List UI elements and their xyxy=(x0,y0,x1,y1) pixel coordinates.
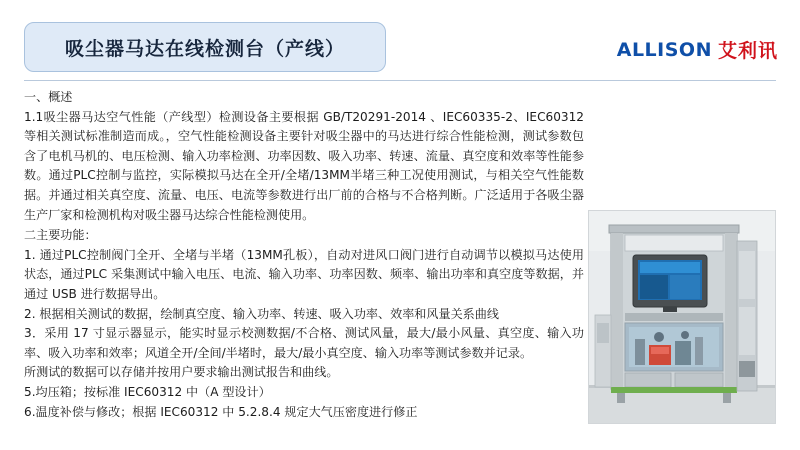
paragraph-5: 所测试的数据可以存储并按用户要求输出测试报告和曲线。 xyxy=(24,365,339,380)
logo-chinese-text: 艾利讯 xyxy=(717,40,778,62)
machine-photo xyxy=(588,210,776,424)
logo-latin-text: ALLISON xyxy=(616,38,712,61)
paragraph-6: 5.均压箱；按标准 IEC60312 中（A 型设计） xyxy=(24,384,271,399)
title-banner xyxy=(24,22,386,72)
machine-illustration xyxy=(589,211,775,423)
paragraph-1: 1.1吸尘器马达空气性能（产线型）检测设备主要根据 GB/T20291-2014 、IEC60335-2、IEC60312 等相关测试标准制造而成。，空气性能检测设备主要针对吸尘器中的马达进行综合性能检测，测试参数包含了电机马机的、电压检测、输入功率检测、功率因数、吸入功率、转速、流量、真空度和效率等性能参数。通过PLC控制与监控，实际模拟马达在全开/全堵/13MM半堵三种工况使用测试，与相关空气性能数据。并通过相关真空度、流量、电压、电流等参数进行出厂前的合格与不合格判断。广泛适用于各吸尘器生产厂家和检测机构对吸尘器马达综合性能检测使用。 xyxy=(24,109,584,222)
paragraph-7: 6.温度补偿与修改；根据 IEC60312 中 5.2.8.4 规定大气压密度进行修正 xyxy=(24,404,418,419)
paragraph-4: 3．采用 17 寸显示器显示，能实时显示校测数据/不合格、测试风量，最大/最小风量、真空度、输入功率、吸入功率和效率；风道全开/全间/半堵时，最大/最小真空度、输入功率等测试参数并记录。 xyxy=(24,326,584,360)
section-2-heading: 二主要功能： xyxy=(24,228,97,243)
paragraph-2: 1. 通过PLC控制阀门全开、全堵与半堵（13MM孔板），自动对进风口阀门进行自动调节以模拟马达使用状态，通过PLC 采集测试中输入电压、电流、输入功率、功率因数、频率、输出功率和真空度等数据，并通过 USB 进行数据导出。 xyxy=(24,247,584,301)
company-logo xyxy=(617,36,778,63)
body-content xyxy=(24,88,584,422)
section-1-heading: 一、概述 xyxy=(24,90,73,104)
header-divider xyxy=(24,80,776,81)
page-title: 吸尘器马达在线检测台（产线） xyxy=(64,37,345,60)
paragraph-3: 2. 根据相关测试的数据，绘制真空度、输入功率、转速、吸入功率、效率和风量关系曲线 xyxy=(24,306,499,321)
